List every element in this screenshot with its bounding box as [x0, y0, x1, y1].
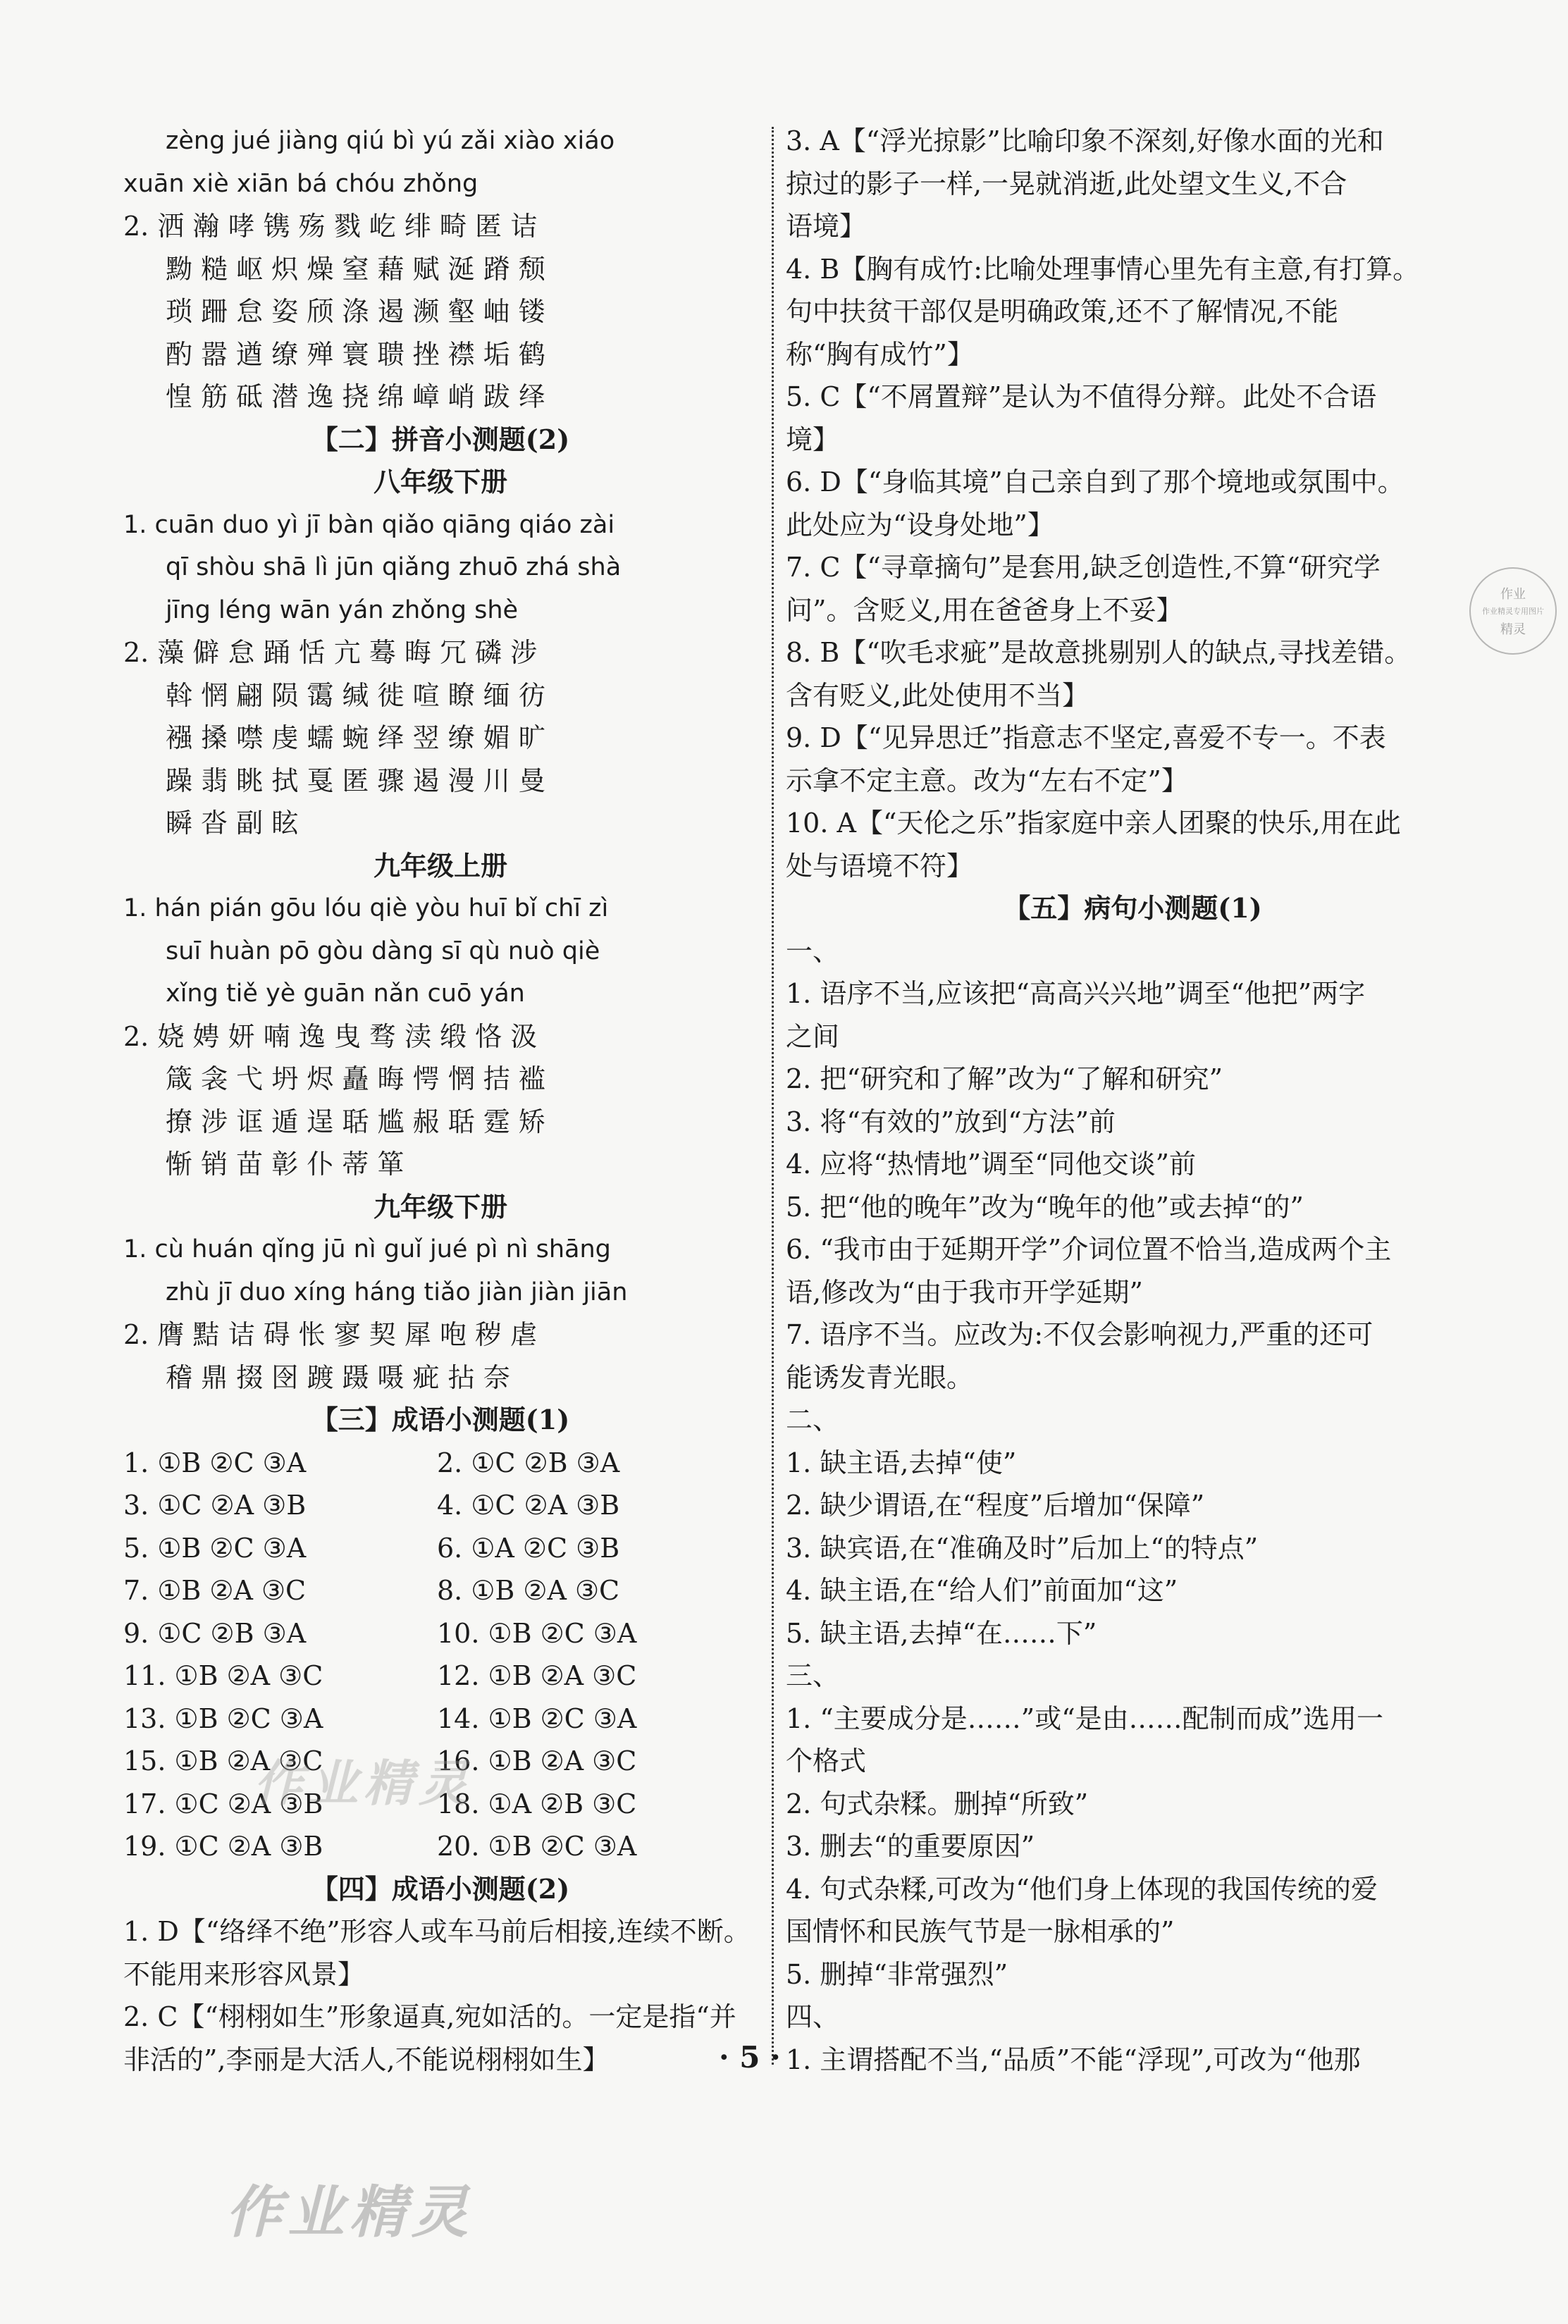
- idiom-answer-row: [123, 1527, 758, 1570]
- text-line: 之间: [786, 1020, 840, 1052]
- idiom-answer: 15. ①B ②A ③C: [123, 1745, 323, 1776]
- right-column: [786, 120, 1480, 2081]
- idiom-answer-row: [123, 1655, 758, 1698]
- text-line: 不能用来形容风景】: [123, 1958, 365, 1990]
- idiom-answer-row: [123, 1825, 758, 1868]
- text-line: 2. 把“研究和了解”改为“了解和研究”: [786, 1063, 1223, 1094]
- text-line: 2. 缺少谓语,在“程度”后增加“保障”: [786, 1490, 1205, 1521]
- stamp: [1469, 567, 1557, 655]
- text-line: 语境】: [786, 211, 867, 242]
- idiom-answer: 6. ①A ②C ③B: [437, 1532, 620, 1564]
- section-heading: 九年级下册: [373, 1190, 507, 1223]
- text-line: 稽 鼎 掇 囹 踱 蹑 嗫 疵 拈 奈: [166, 1361, 510, 1393]
- text-line: 4. B【胸有成竹:比喻处理事情心里先有主意,有打算。: [786, 253, 1420, 285]
- text-line: 2. 藻 僻 怠 踊 恬 亢 蓦 晦 冗 磷 涉: [123, 637, 538, 668]
- idiom-answer: 16. ①B ②A ③C: [437, 1745, 637, 1776]
- text-line: zhù jī duo xíng háng tiǎo jiàn jiàn jiān: [166, 1278, 628, 1306]
- text-line: 称“胸有成竹”】: [786, 338, 974, 370]
- text-line: 躁 翡 眺 拭 戛 匿 骤 遏 漫 川 曼: [166, 765, 545, 796]
- text-line: 国情怀和民族气节是一脉相承的”: [786, 1916, 1175, 1947]
- idiom-answer: 17. ①C ②A ③B: [123, 1788, 323, 1819]
- idiom-answer-row: [123, 1569, 758, 1612]
- text-line: 2. 膺 黠 诘 碍 怅 寥 契 犀 咆 秽 虐: [123, 1319, 538, 1350]
- idiom-answer-row: [123, 1612, 758, 1655]
- left-tail-lines: [123, 1868, 758, 2082]
- text-line: 个格式: [786, 1745, 867, 1776]
- text-line: 处与语境不符】: [786, 850, 974, 882]
- text-line: xuān xiè xiān bá chóu zhǒng: [123, 169, 479, 198]
- text-line: 句中扶贫干部仅是明确政策,还不了解情况,不能: [786, 296, 1339, 327]
- text-line: 1. 语序不当,应该把“高高兴兴地”调至“他把”两字: [786, 978, 1366, 1009]
- text-line: 4. 缺主语,在“给人们”前面加“这”: [786, 1575, 1178, 1606]
- text-line: 境】: [786, 424, 840, 455]
- text-line: suī huàn pō gòu dàng sī qù nuò qiè: [166, 937, 600, 965]
- text-line: 3. A【“浮光掠影”比喻印象不深刻,好像水面的光和: [786, 125, 1384, 156]
- idiom-answer: 20. ①B ②C ③A: [437, 1831, 637, 1862]
- watermark: 作业精灵: [226, 2180, 474, 2245]
- text-line: 6. “我市由于延期开学”介词位置不恰当,造成两个主: [786, 1234, 1392, 1265]
- section-heading: 八年级下册: [373, 466, 507, 497]
- idiom-answer: 12. ①B ②A ③C: [437, 1660, 637, 1691]
- text-line: 1. D【“络绎不绝”形容人或车马前后相接,连续不断。: [123, 1916, 751, 1947]
- idiom-answer-row: [123, 1698, 758, 1741]
- text-line: 8. B【“吹毛求疵”是故意挑剔别人的缺点,寻找差错。: [786, 637, 1412, 668]
- idiom-answer: 8. ①B ②A ③C: [437, 1575, 620, 1606]
- idiom-answer: 13. ①B ②C ③A: [123, 1702, 323, 1734]
- text-line: 1. cù huán qǐng jū nì guǐ jué pì nì shāng: [123, 1235, 611, 1263]
- text-line: 1. “主要成分是……”或“是由……配制而成”选用一: [786, 1702, 1384, 1734]
- idiom-answer-row: [123, 1484, 758, 1527]
- idiom-answer-row: [123, 1442, 758, 1485]
- text-line: 1. hán pián gōu lóu qiè yòu huī bǐ chī zì: [123, 894, 609, 922]
- text-line: 1. 缺主语,去掉“使”: [786, 1447, 1017, 1478]
- text-line: 能诱发青光眼。: [786, 1361, 974, 1393]
- text-line: xǐng tiě yè guān nǎn cuō yán: [166, 979, 525, 1008]
- stamp-mid: 作业精灵专用图片: [1482, 607, 1544, 616]
- text-line: 惶 筋 砥 潜 逸 挠 绵 嶂 峭 跋 绎: [166, 381, 545, 412]
- section-heading: 【四】成语小测题(2): [311, 1872, 570, 1905]
- text-line: 5. 缺主语,去掉“在……下”: [786, 1617, 1097, 1649]
- text-line: 撩 涉 诓 遁 逞 聒 尴 赧 聒 霆 矫: [166, 1106, 545, 1137]
- text-line: 10. A【“天伦之乐”指家庭中亲人团聚的快乐,用在此: [786, 808, 1401, 839]
- idiom-answer: 19. ①C ②A ③B: [123, 1831, 323, 1862]
- text-line: 5. 删掉“非常强烈”: [786, 1958, 1008, 1990]
- text-line: 斡 惘 翩 陨 霭 缄 徙 喧 瞭 缅 彷: [166, 679, 545, 711]
- stamp-bot: 精灵: [1500, 622, 1526, 637]
- section-heading: 【五】病句小测题(1): [1004, 892, 1262, 924]
- right-lines: [786, 120, 1480, 2081]
- text-line: 三、: [786, 1660, 840, 1691]
- text-line: 掠过的影子一样,一晃就消逝,此处望文生义,不合: [786, 168, 1347, 199]
- text-line: 黝 糙 岖 炽 燥 窒 藉 赋 涎 蹐 颓: [166, 253, 545, 285]
- left-lines: [123, 120, 758, 1442]
- text-line: zèng jué jiàng qiú bì yú zǎi xiào xiáo: [166, 127, 615, 155]
- section-heading: 九年级上册: [373, 849, 507, 882]
- text-line: 7. C【“寻章摘句”是套用,缺乏创造性,不算“研究学: [786, 552, 1381, 583]
- text-line: 瞬 沓 副 眩: [166, 808, 299, 839]
- watermark: 作业精灵: [254, 1755, 474, 1812]
- text-line: qī shòu shā lì jūn qiǎng zhuō zhá shà: [166, 553, 622, 581]
- text-line: 惭 销 苗 彰 仆 蒂 箪: [166, 1149, 405, 1180]
- text-line: 1. cuān duo yì jī bàn qiǎo qiāng qiáo zài: [123, 510, 615, 539]
- text-line: 箴 衾 弋 坍 烬 矗 晦 愕 惘 拮 褴: [166, 1063, 545, 1094]
- text-line: 2. C【“栩栩如生”形象逼真,宛如活的。一定是指“并: [123, 2001, 736, 2032]
- idiom-answer: 9. ①C ②B ③A: [123, 1617, 307, 1649]
- idiom-answer: 14. ①B ②C ③A: [437, 1702, 637, 1734]
- text-line: 2. 洒 瀚 哮 镌 殇 戮 屹 绯 畸 匿 诘: [123, 211, 538, 242]
- text-line: 一、: [786, 935, 840, 967]
- idiom-answer: 4. ①C ②A ③B: [437, 1490, 620, 1521]
- section-heading: 【三】成语小测题(1): [311, 1404, 570, 1435]
- text-line: 4. 句式杂糅,可改为“他们身上体现的我国传统的爱: [786, 1873, 1378, 1905]
- text-line: 2. 娆 娉 妍 喃 逸 曳 骛 渎 缎 恪 汲: [123, 1020, 538, 1052]
- section-heading: 【二】拼音小测题(2): [311, 423, 570, 455]
- idiom-answer: 18. ①A ②B ③C: [437, 1788, 637, 1819]
- text-line: 襁 搡 噤 虔 蠕 蜿 绎 翌 缭 媚 旷: [166, 722, 545, 753]
- text-line: 3. 缺宾语,在“准确及时”后加上“的特点”: [786, 1532, 1259, 1564]
- idiom-answer: 10. ①B ②C ③A: [437, 1617, 637, 1649]
- text-line: 5. 把“他的晚年”改为“晚年的他”或去掉“的”: [786, 1191, 1304, 1223]
- column-divider: [772, 127, 774, 2065]
- text-line: 3. 删去“的重要原因”: [786, 1831, 1035, 1862]
- text-line: 示拿不定主意。改为“左右不定”】: [786, 765, 1188, 796]
- text-line: jīng léng wān yán zhǒng shè: [166, 595, 519, 624]
- text-line: 3. 将“有效的”放到“方法”前: [786, 1106, 1116, 1137]
- text-line: 二、: [786, 1404, 840, 1435]
- text-line: 2. 句式杂糅。删掉“所致”: [786, 1788, 1089, 1819]
- text-line: 1. 主谓搭配不当,“品质”不能“浮现”,可改为“他那: [786, 2044, 1361, 2075]
- idiom-answer: 7. ①B ②A ③C: [123, 1575, 307, 1606]
- text-line: 4. 应将“热情地”调至“同他交谈”前: [786, 1149, 1197, 1180]
- text-line: 此处应为“设身处地”】: [786, 509, 1054, 540]
- text-line: 问”。含贬义,用在爸爸身上不妥】: [786, 594, 1183, 626]
- page-number: · 5 ·: [719, 2040, 781, 2075]
- text-line: 非活的”,李丽是大活人,不能说栩栩如生】: [123, 2044, 610, 2075]
- text-line: 9. D【“见异思迁”指意志不坚定,喜爱不专一。不表: [786, 722, 1386, 753]
- text-line: 四、: [786, 2001, 840, 2032]
- text-line: 酌 嚣 遒 缭 殚 寰 聩 挫 襟 垢 鹤: [166, 338, 545, 370]
- text-line: 6. D【“身临其境”自己亲自到了那个境地或氛围中。: [786, 466, 1405, 497]
- text-line: 7. 语序不当。应改为:不仅会影响视力,严重的还可: [786, 1319, 1373, 1350]
- text-line: 琐 跚 怠 姿 颀 涤 遏 濒 壑 岫 镂: [166, 296, 545, 327]
- text-line: 含有贬义,此处使用不当】: [786, 679, 1089, 711]
- idiom-answer: 1. ①B ②C ③A: [123, 1447, 307, 1478]
- text-line: 语,修改为“由于我市开学延期”: [786, 1276, 1143, 1308]
- idiom-answer: 2. ①C ②B ③A: [437, 1447, 620, 1478]
- stamp-top: 作业: [1500, 587, 1526, 602]
- text-line: 5. C【“不屑置辩”是认为不值得分辩。此处不合语: [786, 381, 1377, 412]
- idiom-answer: 3. ①C ②A ③B: [123, 1490, 307, 1521]
- idiom-answer: 5. ①B ②C ③A: [123, 1532, 307, 1564]
- idiom-answer: 11. ①B ②A ③C: [123, 1660, 323, 1691]
